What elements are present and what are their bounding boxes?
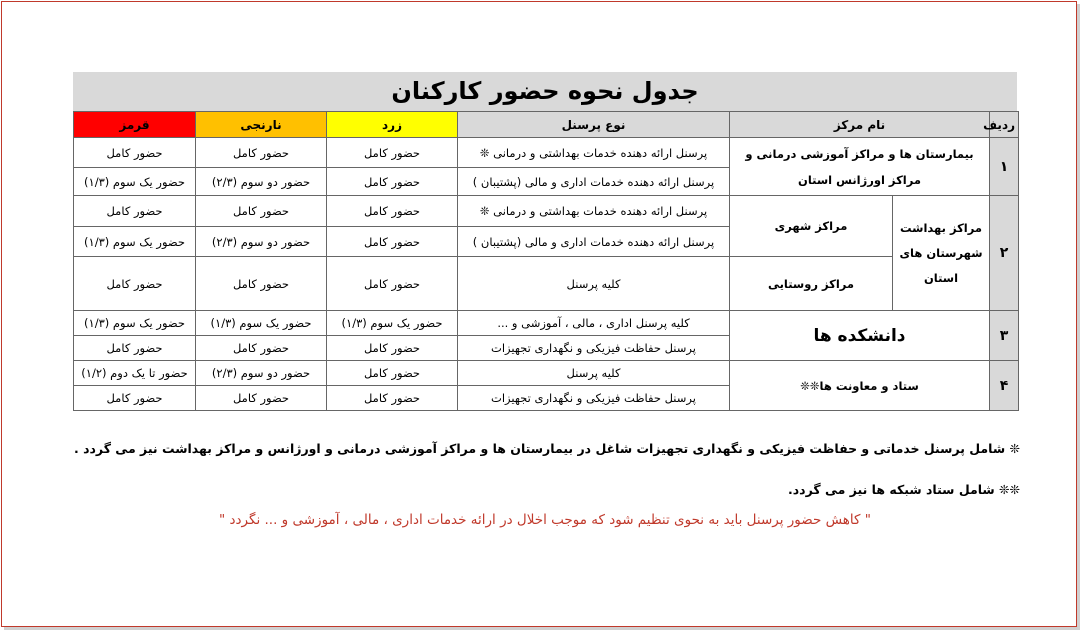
- staff-type: پرسنل ارائه دهنده خدمات بهداشتی و درمانی ❊: [458, 138, 730, 168]
- red-value: حضور کامل: [74, 138, 196, 168]
- yellow-value: حضور کامل: [327, 168, 458, 196]
- yellow-value: حضور کامل: [327, 196, 458, 227]
- red-value: حضور کامل: [74, 336, 196, 361]
- table-title: جدول نحوه حضور کارکنان: [73, 72, 1017, 111]
- orange-value: حضور دو سوم (۲/۳): [196, 361, 327, 386]
- table-row: [74, 361, 1019, 386]
- row-number: ۱: [990, 138, 1019, 196]
- red-value: حضور کامل: [74, 386, 196, 411]
- staff-type: کلیه پرسنل: [458, 257, 730, 311]
- center-name: ستاد و معاونت ها❊❊: [730, 361, 990, 411]
- staff-type: پرسنل حفاظت فیزیکی و نگهداری تجهیزات: [458, 336, 730, 361]
- yellow-value: حضور کامل: [327, 227, 458, 257]
- yellow-value: حضور کامل: [327, 257, 458, 311]
- orange-value: حضور دو سوم (۲/۳): [196, 227, 327, 257]
- yellow-value: حضور کامل: [327, 386, 458, 411]
- yellow-value: حضور کامل: [327, 138, 458, 168]
- red-value: حضور یک سوم (۱/۳): [74, 311, 196, 336]
- staff-type: پرسنل حفاظت فیزیکی و نگهداری تجهیزات: [458, 386, 730, 411]
- orange-value: حضور دو سوم (۲/۳): [196, 168, 327, 196]
- orange-value: حضور کامل: [196, 196, 327, 227]
- header-staff-type: نوع پرسنل: [458, 112, 730, 138]
- footnote-single-star: ❊ شامل پرسنل خدماتی و حفاظت فیزیکی و نگهداری تجهیزات شاغل در بیمارستان ها و مراکز آموزشی درمانی و اورژانس و مراکز بهداشت نیز می گردد .: [73, 441, 1020, 456]
- header-orange: نارنجی: [196, 112, 327, 138]
- table-row: [74, 257, 1019, 311]
- yellow-value: حضور کامل: [327, 361, 458, 386]
- staff-type: کلیه پرسنل اداری ، مالی ، آموزشی و ...: [458, 311, 730, 336]
- table-row: [74, 138, 1019, 168]
- header-row-number: ردیف: [990, 112, 1019, 138]
- yellow-value: حضور کامل: [327, 336, 458, 361]
- red-value: حضور کامل: [74, 257, 196, 311]
- staff-type: پرسنل ارائه دهنده خدمات اداری و مالی (پشتیبان ): [458, 168, 730, 196]
- center-name: مراکز بهداشت شهرستان های استان: [893, 196, 990, 311]
- row-number: ۳: [990, 311, 1019, 361]
- table-row: [74, 196, 1019, 227]
- staff-type: کلیه پرسنل: [458, 361, 730, 386]
- header-yellow: زرد: [327, 112, 458, 138]
- orange-value: حضور کامل: [196, 386, 327, 411]
- center-name: بیمارستان ها و مراکز آموزشی درمانی و مراکز اورژانس استان: [730, 138, 990, 196]
- urban-centers: مراکز شهری: [730, 196, 893, 257]
- red-value: حضور یک سوم (۱/۳): [74, 227, 196, 257]
- red-value: حضور یک سوم (۱/۳): [74, 168, 196, 196]
- header-red: قرمز: [74, 112, 196, 138]
- footnote-double-star: ❊❊ شامل ستاد شبکه ها نیز می گردد.: [788, 482, 1020, 497]
- red-value: حضور کامل: [74, 196, 196, 227]
- center-name: دانشکده ها: [730, 311, 990, 361]
- header-center-name: نام مرکز: [730, 112, 990, 138]
- red-value: حضور تا یک دوم (۱/۲): [74, 361, 196, 386]
- orange-value: حضور کامل: [196, 336, 327, 361]
- attendance-table: [73, 111, 1019, 411]
- row-number: ۴: [990, 361, 1019, 411]
- orange-value: حضور کامل: [196, 138, 327, 168]
- rural-centers: مراکز روستایی: [730, 257, 893, 311]
- orange-value: حضور کامل: [196, 257, 327, 311]
- warning-note: " کاهش حضور پرسنل باید به نحوی تنظیم شود که موجب اخلال در ارائه خدمات اداری ، مالی ، آموزشی و ... نگردد ": [219, 512, 871, 528]
- staff-type: پرسنل ارائه دهنده خدمات بهداشتی و درمانی ❊: [458, 196, 730, 227]
- table-row: [74, 311, 1019, 336]
- header-row: [74, 112, 1019, 138]
- row-number: ۲: [990, 196, 1019, 311]
- orange-value: حضور یک سوم (۱/۳): [196, 311, 327, 336]
- staff-type: پرسنل ارائه دهنده خدمات اداری و مالی (پشتیبان ): [458, 227, 730, 257]
- yellow-value: حضور یک سوم (۱/۳): [327, 311, 458, 336]
